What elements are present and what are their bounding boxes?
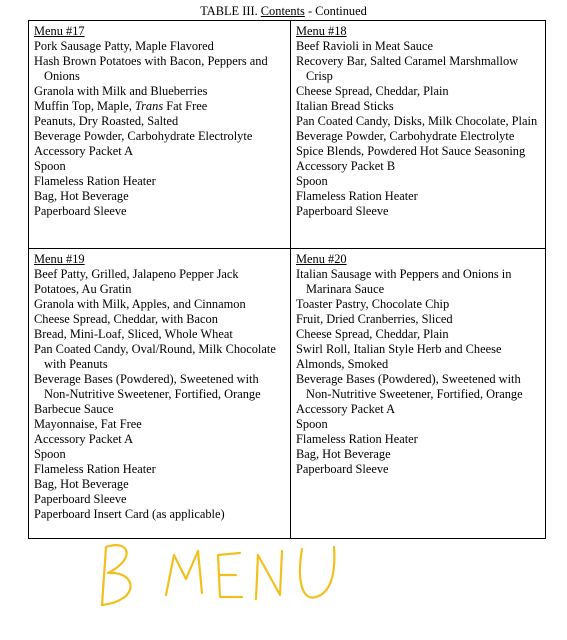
menu-17-cell bbox=[29, 21, 291, 249]
caption-prefix: TABLE III. bbox=[200, 4, 261, 18]
list-item: Cheese Spread, Cheddar, Plain bbox=[296, 327, 449, 341]
list-item: Pan Coated Candy, Oval/Round, Milk Chocolate with Peanuts bbox=[34, 342, 276, 371]
list-item: Spoon bbox=[34, 447, 66, 461]
list-item bbox=[34, 99, 286, 114]
list-item: Accessory Packet A bbox=[34, 432, 134, 446]
list-item: Recovery Bar, Salted Caramel Marshmallow Crisp bbox=[296, 54, 519, 83]
list-item: Bag, Hot Beverage bbox=[34, 189, 129, 203]
list-item: Accessory Packet A bbox=[34, 144, 134, 158]
list-item: Spoon bbox=[34, 159, 66, 173]
table-caption bbox=[0, 4, 567, 19]
item-italic: Trans bbox=[134, 99, 164, 113]
item-text: Muffin Top, Maple, bbox=[34, 99, 135, 113]
list-item: Potatoes, Au Gratin bbox=[34, 282, 132, 296]
list-item: Beverage Bases (Powdered), Sweetened with Non-Nutritive Sweetener, Fortified, Orange bbox=[296, 372, 523, 401]
list-item: Peanuts, Dry Roasted, Salted bbox=[34, 114, 179, 128]
menu-18-title: Menu #18 bbox=[296, 24, 347, 38]
list-item: Beef Ravioli in Meat Sauce bbox=[296, 39, 433, 53]
list-item: Paperboard Sleeve bbox=[34, 492, 127, 506]
list-item: Beef Patty, Grilled, Jalapeno Pepper Jack bbox=[34, 267, 239, 281]
list-item: Accessory Packet B bbox=[296, 159, 396, 173]
caption-suffix: - Continued bbox=[304, 4, 367, 18]
list-item: Flameless Ration Heater bbox=[34, 462, 156, 476]
list-item: Toaster Pastry, Chocolate Chip bbox=[296, 297, 450, 311]
list-item: Beverage Powder, Carbohydrate Electrolyte bbox=[34, 129, 253, 143]
list-item: Beverage Powder, Carbohydrate Electrolyte bbox=[296, 129, 515, 143]
menu-contents-table bbox=[28, 20, 546, 539]
handwritten-annotation bbox=[90, 535, 350, 615]
list-item: Bag, Hot Beverage bbox=[296, 447, 391, 461]
menu-19-title: Menu #19 bbox=[34, 252, 85, 266]
handwritten-letter-n bbox=[256, 551, 282, 599]
handwritten-letter-b bbox=[102, 547, 106, 605]
list-item: Beverage Bases (Powdered), Sweetened with Non-Nutritive Sweetener, Fortified, Orange bbox=[34, 372, 261, 401]
list-item: Mayonnaise, Fat Free bbox=[34, 417, 142, 431]
list-item: Swirl Roll, Italian Style Herb and Cheese bbox=[296, 342, 502, 356]
list-item: Flameless Ration Heater bbox=[296, 432, 418, 446]
list-item: Flameless Ration Heater bbox=[34, 174, 156, 188]
menu-19-cell bbox=[29, 249, 291, 539]
list-item: Granola with Milk and Blueberries bbox=[34, 84, 208, 98]
menu-18-cell bbox=[291, 21, 546, 249]
list-item: Italian Sausage with Peppers and Onions in Marinara Sauce bbox=[296, 267, 512, 296]
list-item: Paperboard Sleeve bbox=[296, 462, 389, 476]
list-item: Fruit, Dried Cranberries, Sliced bbox=[296, 312, 453, 326]
list-item: Spoon bbox=[296, 174, 328, 188]
list-item: Almonds, Smoked bbox=[296, 357, 389, 371]
table-row bbox=[29, 21, 546, 249]
list-item: Paperboard Sleeve bbox=[34, 204, 127, 218]
list-item: Paperboard Sleeve bbox=[296, 204, 389, 218]
list-item: Accessory Packet A bbox=[296, 402, 396, 416]
caption-contents: Contents bbox=[260, 4, 305, 18]
list-item: Cheese Spread, Cheddar, Plain bbox=[296, 84, 449, 98]
list-item: Pork Sausage Patty, Maple Flavored bbox=[34, 39, 214, 53]
menu-20-cell bbox=[291, 249, 546, 539]
list-item: Granola with Milk, Apples, and Cinnamon bbox=[34, 297, 246, 311]
list-item: Bag, Hot Beverage bbox=[34, 477, 129, 491]
menu-17-title: Menu #17 bbox=[34, 24, 85, 38]
item-text-suffix: Fat Free bbox=[163, 99, 208, 113]
list-item: Spice Blends, Powdered Hot Sauce Seasoning bbox=[296, 144, 526, 158]
list-item: Hash Brown Potatoes with Bacon, Peppers and Onions bbox=[34, 54, 268, 83]
handwritten-letter-m bbox=[166, 551, 202, 595]
handwritten-letter-u bbox=[300, 547, 334, 598]
list-item: Italian Bread Sticks bbox=[296, 99, 394, 113]
menu-20-title: Menu #20 bbox=[296, 252, 347, 266]
list-item: Barbecue Sauce bbox=[34, 402, 114, 416]
list-item: Cheese Spread, Cheddar, with Bacon bbox=[34, 312, 218, 326]
list-item: Spoon bbox=[296, 417, 328, 431]
list-item: Pan Coated Candy, Disks, Milk Chocolate, Plain bbox=[296, 114, 538, 128]
list-item: Bread, Mini-Loaf, Sliced, Whole Wheat bbox=[34, 327, 233, 341]
list-item: Paperboard Insert Card (as applicable) bbox=[34, 507, 225, 521]
table-row bbox=[29, 249, 546, 539]
list-item: Flameless Ration Heater bbox=[296, 189, 418, 203]
